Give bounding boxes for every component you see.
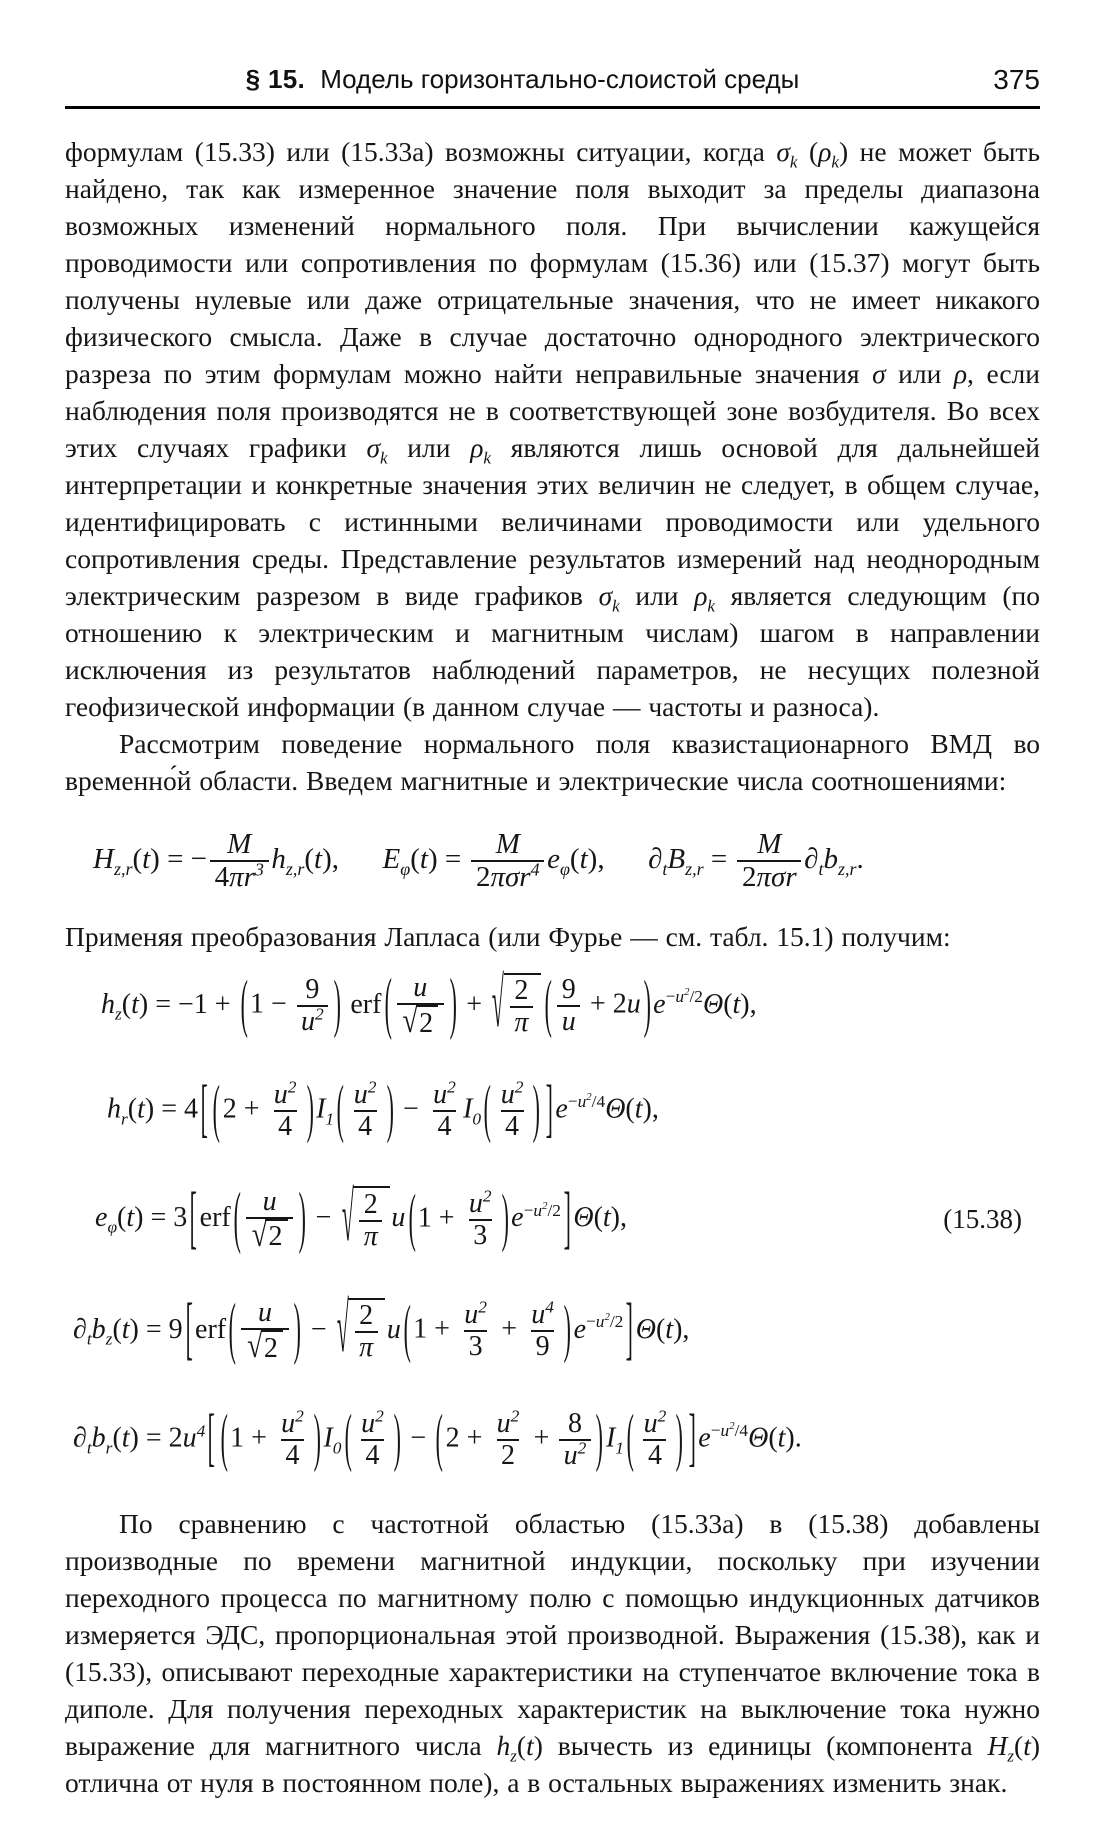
equation-ephi-math: $e_\varphi(t) = 3$ [ erf ( u √ 2 ) − √ 2 π u ( 1 + $\frac{u^2}{3}$ ) $e^{-u^2/2}$ ] Θ(t), <box>95 1180 627 1258</box>
equation-number-label: (15.38) <box>943 1204 1022 1235</box>
equation-ephi <box>65 1180 1040 1258</box>
equation-dtbz: $\partial_tb_z(t) = 9$ [ erf ( u √ 2 ) − √ 2 π u ( 1 + $\frac{u^2}{3}$ + $\frac{u^4}{9}$ ) $e^{-u^2/2}$ ] Θ(t), <box>73 1291 690 1369</box>
header-rule <box>65 106 1040 109</box>
running-header <box>65 64 1040 102</box>
section-title: Модель горизонтально-слоистой среды <box>320 64 800 94</box>
section-number: § 15. <box>245 64 305 94</box>
paragraph-1: формулам (15.33) или (15.33а) возможны ситуации, когда $\sigma_k$ $(\rho_k)$ не может быть найдено, так как измеренное значение поля выходит за пределы диапазона возможных изменений нормального поля. При вычислении кажущейся проводимости или сопротивления по формулам (15.36) или (15.37) могут быть получены нулевые или даже отрицательные значения, что не имеет никакого физического смысла. Даже в случае достаточно однородного электрического разреза по этим формулам можно найти неправильные значения σ или ρ, если наблюдения поля производятся не в соответствующей зоне возбудителя. Во всех этих случаях графики $\sigma_k$ или $\rho_k$ являются лишь основой для дальнейшей интерпретации и конкретные значения этих величин не следует, в общем случае, идентифицировать с истинными величинами проводимости или удельного сопротивления среды. Представление результатов измерений над неоднородным электрическим разрезом в виде графиков $\sigma_k$ или $\rho_k$ является следующим (по отношению к электрическим и магнитным числам) шагом в направлении исключения из результатов наблюдений параметров, не несущих полезной геофизической информации (в данном случае — частоты и разноса). <box>65 136 1040 722</box>
paragraph-2: Рассмотрим поведение нормального поля квазистационарного ВМД во временно́й области. Введем магнитные и электрические числа соотношениями: <box>65 728 1040 796</box>
equation-definitions: $H_{z,r}(t)$ = − $\frac{M}{4\pi r^3}$ $h_{z,r}(t)$, $E_\varphi(t)$ = M 2πσr$^4$ $e_\varphi(t)$, $\partial_tB_{z,r}$ = M 2πσr $\partial_tb_{z,r}$. <box>93 828 864 894</box>
header-title-group <box>65 64 1040 95</box>
page-number: 375 <box>993 64 1040 95</box>
equation-group-15-38 <box>65 966 1040 1475</box>
equation-hr: $h_r(t) = 4$ [ ( 2 + $\frac{u^2}{4}$ ) $I_1$ ( $\frac{u^2}{4}$ ) − $\frac{u^2}{4}$ $I_0$ ( $\frac{u^2}{4}$ ) ] $e^{-u^2/4}\Theta(t)$, <box>107 1073 659 1146</box>
paragraph-3: Применяя преобразования Лапласа (или Фурье — см. табл. 15.1) получим: <box>65 920 951 952</box>
equation-dtbr: $\partial_tb_r(t) = 2u^4$ [ ( 1 + $\frac{u^2}{4}$ ) $I_0$ ( $\frac{u^2}{4}$ ) − ( 2 + $\frac{u^2}{2}$ + $\frac{8}{u^2}$ ) $I_1$ ( $\frac{u^2}{4}$ ) ] $e^{-u^2/4}\Theta(t)$. <box>73 1402 802 1475</box>
paragraph-4: По сравнению с частотной областью (15.33а) в (15.38) добавлены производные по времени магнитной индукции, поскольку при изучении переходного процесса по магнитному полю с помощью индукционных датчиков измеряется ЭДС, пропорциональная этой производной. Выражения (15.38), как и (15.33), описывают переходные характеристики на ступенчатое включение тока в диполе. Для получения переходных характеристик на выключение тока нужно выражение для магнитного числа $h_z(t)$ вычесть из единицы (компонента $H_z(t)$ отлична от нуля в постоянном поле), а в остальных выражениях изменить знак. <box>65 1508 1040 1799</box>
equation-hz: $h_z(t) = -1$ + ( 1 − $\frac{9}{u^2}$ ) erf ( u √ 2 ) + √ 2 π ( $\frac{9}{u}$ + 2u ) $e^{-u^2/2}\Theta(t)$, <box>101 966 757 1044</box>
